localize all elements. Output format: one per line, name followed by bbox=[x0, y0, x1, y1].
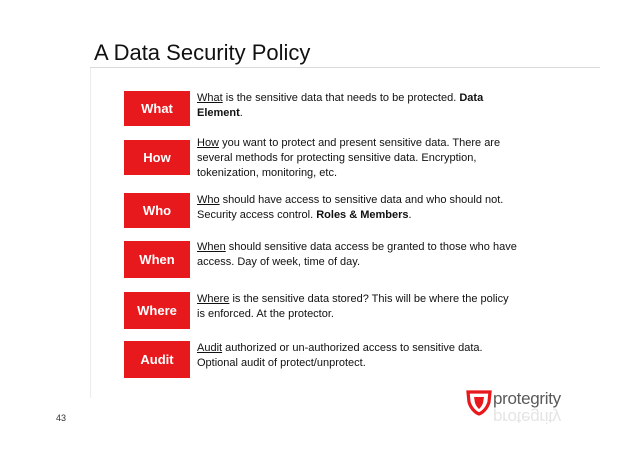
logo-reflection: protegrity bbox=[493, 408, 561, 427]
desc-tail: . bbox=[239, 107, 243, 119]
desc-what bbox=[197, 91, 517, 121]
desc-tail: . bbox=[408, 209, 412, 221]
desc-when bbox=[197, 240, 517, 270]
desc-text: is the sensitive data that needs to be protected. bbox=[222, 92, 460, 104]
keyword-when: When bbox=[197, 241, 226, 253]
desc-text: authorized or un-authorized access to sensitive data. Optional audit of protect/unprotect. bbox=[197, 342, 483, 369]
desc-text: you want to protect and present sensitive data. There are several methods for protecting sensitive data. Encryption, tokenization, monitoring, etc. bbox=[197, 137, 501, 179]
desc-text: should sensitive data access be granted to those who have access. Day of week, time of day. bbox=[197, 241, 517, 268]
title-divider bbox=[90, 67, 600, 68]
protegrity-logo bbox=[465, 385, 605, 435]
page-number: 43 bbox=[56, 413, 67, 423]
desc-text: should have access to sensitive data and who should not. Security access control. bbox=[197, 194, 504, 221]
desc-bold: Roles & Members bbox=[316, 209, 409, 221]
label-how: How bbox=[124, 140, 190, 175]
desc-where bbox=[197, 292, 517, 322]
label-where: Where bbox=[124, 292, 190, 329]
desc-bold: Data Element bbox=[197, 92, 484, 119]
label-who: Who bbox=[124, 193, 190, 228]
desc-who bbox=[197, 193, 517, 223]
desc-how bbox=[197, 136, 517, 181]
left-divider bbox=[90, 68, 91, 398]
logo-wordmark: protegrity bbox=[493, 389, 561, 408]
label-when: When bbox=[124, 241, 190, 278]
keyword-audit: Audit bbox=[197, 342, 223, 354]
label-audit: Audit bbox=[124, 341, 190, 378]
desc-audit bbox=[197, 341, 517, 371]
label-what: What bbox=[124, 91, 190, 126]
keyword-who: Who bbox=[197, 194, 220, 206]
desc-text: is the sensitive data stored? This will be where the policy is enforced. At the protector. bbox=[197, 293, 509, 320]
page-title: A Data Security Policy bbox=[94, 40, 311, 65]
keyword-what: What bbox=[197, 92, 223, 104]
keyword-where: Where bbox=[197, 293, 230, 305]
keyword-how: How bbox=[197, 137, 220, 149]
shield-icon bbox=[465, 388, 493, 416]
